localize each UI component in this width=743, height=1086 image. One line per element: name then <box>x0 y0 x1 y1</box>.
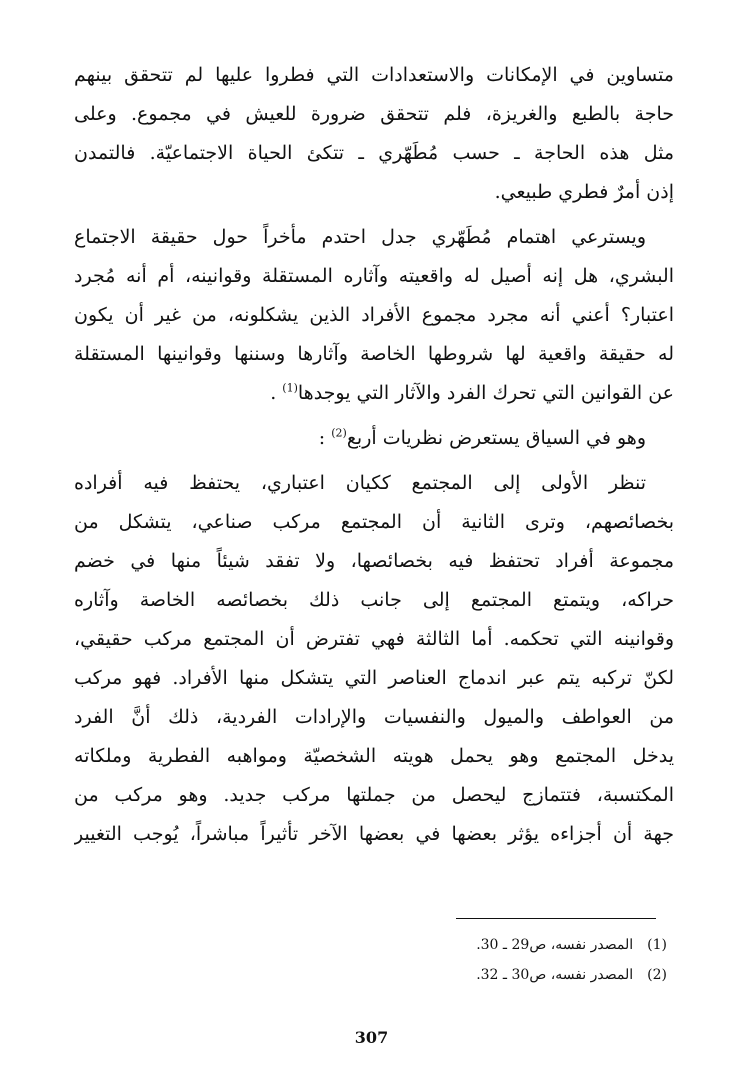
footnote-1 <box>476 930 667 960</box>
text-line: إذن أمرٌ فطري طبيعي. <box>494 181 674 203</box>
footnote-divider <box>456 918 656 919</box>
text-line <box>74 374 674 413</box>
text-line-content: عن القوانين التي تحرك الفرد والآثار التي يوجدها <box>297 382 674 404</box>
text-line: مثل هذه الحاجة ـ حسب مُطَهّري ـ تتكئ الحياة الاجتماعيّة. فالتمدن <box>74 142 674 164</box>
text-line: لكنّ تركبه يتم عبر اندماج العناصر التي يتشكل منها الأفراد. فهو مركب <box>74 667 674 689</box>
text-line: جهة أن أجزاءه يؤثر بعضها في بعضها الآخر تأثيراً مباشراً، يُوجب التغيير <box>74 823 674 845</box>
footnote-ref-1: (1) <box>282 381 298 395</box>
text-line: اعتبار؟ أعني أنه مجرد مجموع الأفراد الذين يشكلونه، من غير أن يكون <box>74 304 674 326</box>
footnote-text: المصدر نفسه، ص29 ـ 30. <box>476 937 634 953</box>
text-line <box>74 419 674 458</box>
paragraph-3 <box>74 419 674 458</box>
text-line: له حقيقة واقعية لها شروطها الخاصة وآثارها وسننها وقوانينها المستقلة <box>74 343 674 365</box>
footnote-ref-2: (2) <box>331 426 347 440</box>
text-line-content: وهو في السياق يستعرض نظريات أربع <box>346 427 646 449</box>
text-line: من العواطف والميول والنفسيات والإرادات الفردية، ذلك أنَّ الفرد <box>74 706 674 728</box>
text-line: ويسترعي اهتمام مُطَهّري جدل احتدم مأخراً حول حقيقة الاجتماع <box>74 226 646 248</box>
page-number: 307 <box>354 1028 389 1047</box>
line-end-punct: : <box>318 427 326 449</box>
paragraph-4 <box>74 464 674 854</box>
text-line: متساوين في الإمكانات والاستعدادات التي فطروا عليها لم تتحقق بينهم <box>74 64 674 86</box>
text-line: البشري، هل إنه أصيل له واقعيته وآثاره المستقلة وقوانينه، أم أنه مُجرد <box>74 265 674 287</box>
text-line: المكتسبة، فتتمازج ليحصل من جملتها مركب جديد. وهو مركب من <box>74 784 674 806</box>
text-line: تنظر الأولى إلى المجتمع ككيان اعتباري، يحتفظ فيه أفراده <box>74 472 646 494</box>
text-line: حاجة بالطبع والغريزة، فلم تتحقق ضرورة للعيش في مجموع. وعلى <box>74 103 674 125</box>
line-end-punct: . <box>270 382 277 404</box>
body-text <box>74 56 674 854</box>
text-line: مجموعة أفراد تحتفظ فيه بخصائصها، ولا تفقد شيئاً منها في خضم <box>74 550 674 572</box>
text-line: وقوانينه التي تحكمه. أما الثالثة فهي تفترض أن المجتمع مركب حقيقي، <box>74 628 674 650</box>
footnote-number: (1) <box>647 937 667 953</box>
text-line: بخصائصهم، وترى الثانية أن المجتمع مركب صناعي، يتشكل من <box>74 511 674 533</box>
footnote-2 <box>476 960 667 990</box>
footnote-number: (2) <box>647 967 667 983</box>
text-line: يدخل المجتمع وهو يحمل هويته الشخصيّة ومواهبه الفطرية وملكاته <box>74 745 674 767</box>
text-line: حراكه، ويتمتع المجتمع إلى جانب ذلك بخصائصه الخاصة وآثاره <box>74 589 674 611</box>
footnotes <box>476 930 667 990</box>
paragraph-1 <box>74 56 674 212</box>
footnote-text: المصدر نفسه، ص30 ـ 32. <box>476 967 634 983</box>
paragraph-2 <box>74 218 674 413</box>
